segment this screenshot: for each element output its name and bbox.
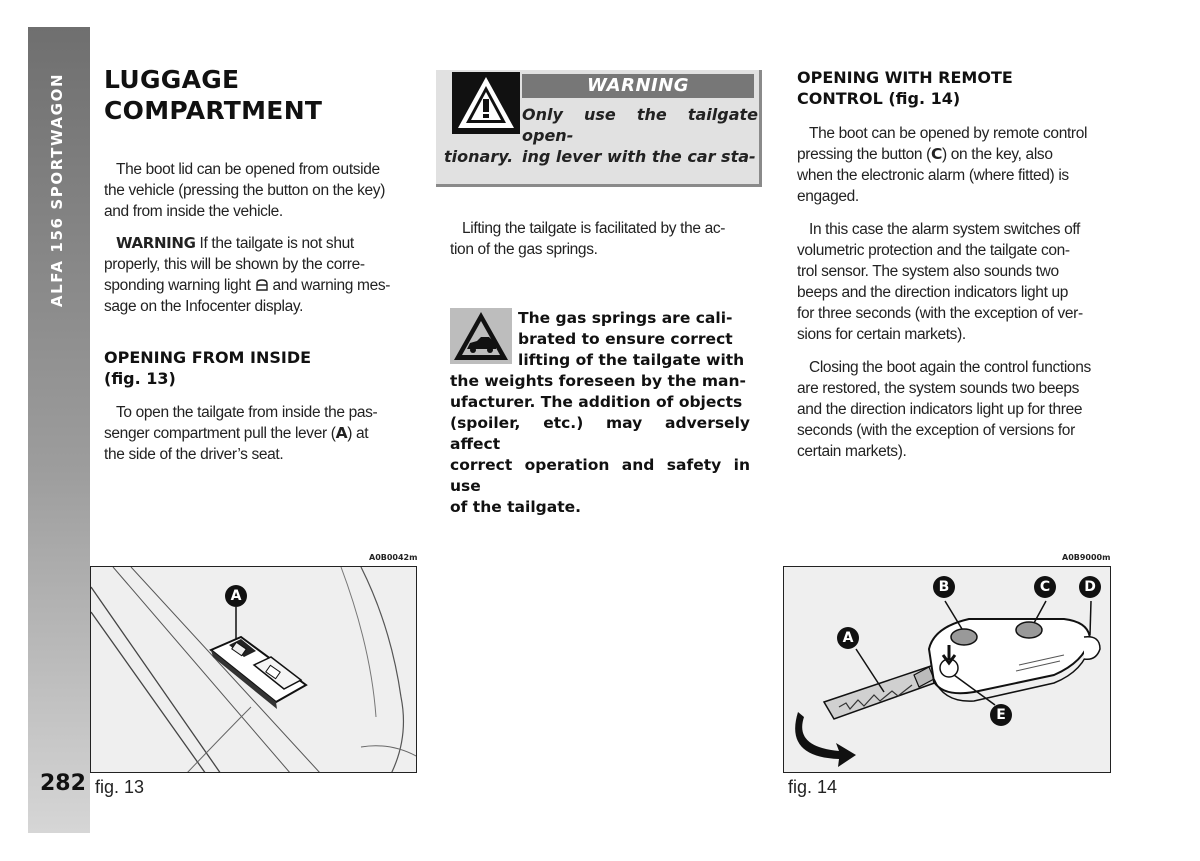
intro-line: The boot lid can be opened from outside xyxy=(116,161,380,178)
fig13-code: A0B0042m xyxy=(369,553,418,562)
remote-line: engaged. xyxy=(797,188,859,205)
remote-line: ) on the key, also xyxy=(942,146,1053,163)
remote-line: seconds (with the exception of versions for xyxy=(797,422,1075,439)
note-line: The gas springs are cali- xyxy=(518,309,733,327)
inside-line: senger compartment pull the lever ( xyxy=(104,425,336,442)
warning-header: WARNING xyxy=(522,74,754,98)
intro-line: the vehicle (pressing the button on the key) xyxy=(104,182,386,199)
note-line: brated to ensure correct xyxy=(518,330,733,348)
note-line: ufacturer. The addition of objects xyxy=(450,393,743,411)
inside-line: the side of the driver’s seat. xyxy=(104,446,284,463)
car-warning-icon xyxy=(450,308,512,364)
page-title xyxy=(104,64,404,126)
intro-line: and from inside the vehicle. xyxy=(104,203,283,220)
warning-line: If the tailgate is not shut xyxy=(195,235,354,252)
heading-line: CONTROL xyxy=(797,89,883,108)
fig14-label-a: A xyxy=(842,630,854,646)
car-warning-icon-frame xyxy=(450,308,512,364)
fig14-code: A0B9000m xyxy=(1062,553,1111,562)
warning-text-line: tionary. xyxy=(444,147,514,166)
heading-line: OPENING WITH REMOTE xyxy=(797,68,1013,87)
remote-line: pressing the button ( xyxy=(797,146,931,163)
fig13-illustration xyxy=(90,566,417,773)
warning-line: sponding warning light xyxy=(104,277,255,294)
remote-line: and the direction indicators light up for three xyxy=(797,401,1083,418)
remote-paragraph-2 xyxy=(797,219,1097,345)
warning-triangle-icon xyxy=(452,72,520,134)
lever-letter: A xyxy=(335,424,348,442)
side-title: ALFA 156 SPORTWAGON xyxy=(48,72,66,308)
fig14-label-b: B xyxy=(938,579,950,595)
remote-paragraph-3 xyxy=(797,357,1097,462)
warning-icon-frame xyxy=(452,72,520,134)
heading-opening-remote xyxy=(797,67,1097,109)
remote-line: The boot can be opened by remote control xyxy=(809,125,1088,142)
tailgate-warning-icon xyxy=(255,279,269,291)
warning-line: properly, this will be shown by the corre- xyxy=(104,256,365,273)
remote-line: certain markets). xyxy=(797,443,907,460)
warning-text xyxy=(522,104,758,167)
fig14-label-d: D xyxy=(1084,579,1096,595)
note-line: of the tailgate. xyxy=(450,498,582,516)
lifting-line: tion of the gas springs. xyxy=(450,241,598,258)
warning-line: sage on the Infocenter display. xyxy=(104,298,304,315)
inside-line: To open the tailgate from inside the pas- xyxy=(116,404,378,421)
heading-fig-ref: (fig. 14) xyxy=(882,89,961,108)
heading-opening-inside xyxy=(104,347,404,389)
page-title-line2: COMPARTMENT xyxy=(104,96,323,125)
remote-line: beeps and the direction indicators light up xyxy=(797,284,1069,301)
note-line: lifting of the tailgate with xyxy=(518,351,745,369)
remote-line: In this case the alarm system switches off xyxy=(809,221,1081,238)
fig14-label-c: C xyxy=(1039,579,1051,595)
warning-text-line: Only use the tailgate open- xyxy=(522,105,758,145)
remote-line: sions for certain markets). xyxy=(797,326,966,343)
warning-lead: WARNING xyxy=(116,234,196,252)
remote-line: when the electronic alarm (where fitted) is xyxy=(797,167,1069,184)
button-letter: C xyxy=(930,145,942,163)
warning-box xyxy=(436,70,762,187)
remote-line: volumetric protection and the tailgate con- xyxy=(797,242,1070,259)
intro-paragraph xyxy=(104,159,404,222)
note-text-full xyxy=(450,371,750,518)
fig13-caption: fig. 13 xyxy=(95,777,145,797)
remote-line: trol sensor. The system also sounds two xyxy=(797,263,1059,280)
heading-line: (fig. 13) xyxy=(104,369,176,388)
remote-line: Closing the boot again the control functions xyxy=(809,359,1091,376)
lifting-line: Lifting the tailgate is facilitated by the ac- xyxy=(462,220,726,237)
inside-paragraph xyxy=(104,402,404,465)
warning-paragraph xyxy=(104,233,404,317)
remote-line: for three seconds (with the exception of ver- xyxy=(797,305,1083,322)
fig14-caption: fig. 14 xyxy=(788,777,838,797)
heading-line: OPENING FROM INSIDE xyxy=(104,348,312,367)
inside-line: ) at xyxy=(347,425,369,442)
note-line: the weights foreseen by the man- xyxy=(450,372,746,390)
page-number: 282 xyxy=(40,771,86,796)
remote-paragraph-1 xyxy=(797,123,1097,207)
tailgate-lever-illustration xyxy=(91,567,417,773)
remote-line: are restored, the system sounds two beeps xyxy=(797,380,1080,397)
warning-line: and warning mes- xyxy=(268,277,391,294)
note-line: (spoiler, etc.) may adversely affect xyxy=(450,414,750,453)
page-title-line1: LUGGAGE xyxy=(104,65,240,94)
note-text-short xyxy=(518,308,750,371)
fig13-label-a: A xyxy=(230,588,242,604)
warning-text-line: ing lever with the car sta- xyxy=(522,147,756,166)
fig14-label-e: E xyxy=(996,707,1006,723)
note-line: correct operation and safety in use xyxy=(450,456,750,495)
lifting-paragraph xyxy=(450,218,750,260)
